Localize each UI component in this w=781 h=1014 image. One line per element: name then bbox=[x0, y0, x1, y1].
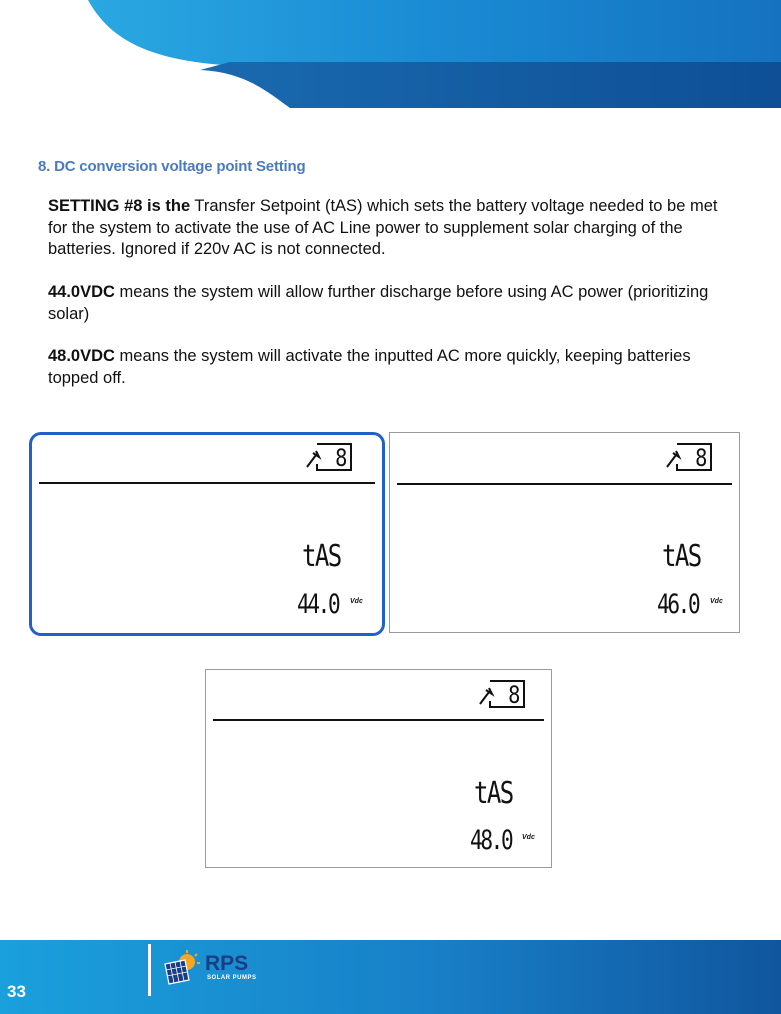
panel-divider bbox=[397, 483, 732, 485]
paragraph-bold-lead: 48.0VDC bbox=[48, 347, 115, 365]
lcd-panel-46 bbox=[389, 432, 740, 633]
setting-number: 8 bbox=[695, 444, 708, 472]
setting-value: 48.0 bbox=[470, 825, 512, 856]
lcd-panel-44 bbox=[29, 432, 385, 636]
setting-unit: Vdc bbox=[350, 598, 363, 605]
setting-number: 8 bbox=[508, 681, 521, 709]
setting-code: tAS bbox=[474, 776, 513, 811]
footer-divider bbox=[148, 944, 151, 996]
setting-unit: Vdc bbox=[522, 834, 535, 841]
paragraph-setting-description bbox=[48, 196, 728, 261]
setting-code: tAS bbox=[302, 539, 341, 574]
section-title: 8. DC conversion voltage point Setting bbox=[38, 158, 306, 175]
logo-tagline: SOLAR PUMPS bbox=[207, 975, 257, 981]
panel-divider bbox=[213, 719, 544, 721]
panel-divider bbox=[39, 482, 375, 484]
paragraph-text: means the system will activate the inputted AC more quickly, keeping batteries topped off. bbox=[48, 347, 691, 387]
paragraph-44vdc bbox=[48, 282, 728, 325]
paragraph-text: Transfer Setpoint (tAS) which sets the battery voltage needed to be met for the system to activate the use of AC Line power to supplement solar charging of the batteries. Ignored if 220v AC is not connected. bbox=[48, 197, 718, 258]
paragraph-text: means the system will allow further discharge before using AC power (prioritizing solar) bbox=[48, 283, 709, 323]
paragraph-48vdc bbox=[48, 346, 728, 389]
page-number: 33 bbox=[7, 982, 26, 1001]
setting-value: 44.0 bbox=[297, 589, 339, 620]
footer-band bbox=[0, 940, 781, 1014]
paragraph-bold-lead: SETTING #8 is the bbox=[48, 197, 191, 215]
setting-unit: Vdc bbox=[710, 598, 723, 605]
setting-number: 8 bbox=[335, 444, 348, 472]
solar-panel-logo-icon bbox=[161, 950, 201, 988]
logo-name: RPS bbox=[205, 952, 249, 975]
setting-code: tAS bbox=[662, 539, 701, 574]
header-wave-decoration bbox=[0, 0, 781, 110]
paragraph-bold-lead: 44.0VDC bbox=[48, 283, 115, 301]
lcd-panel-48 bbox=[205, 669, 552, 868]
setting-value: 46.0 bbox=[657, 589, 699, 620]
